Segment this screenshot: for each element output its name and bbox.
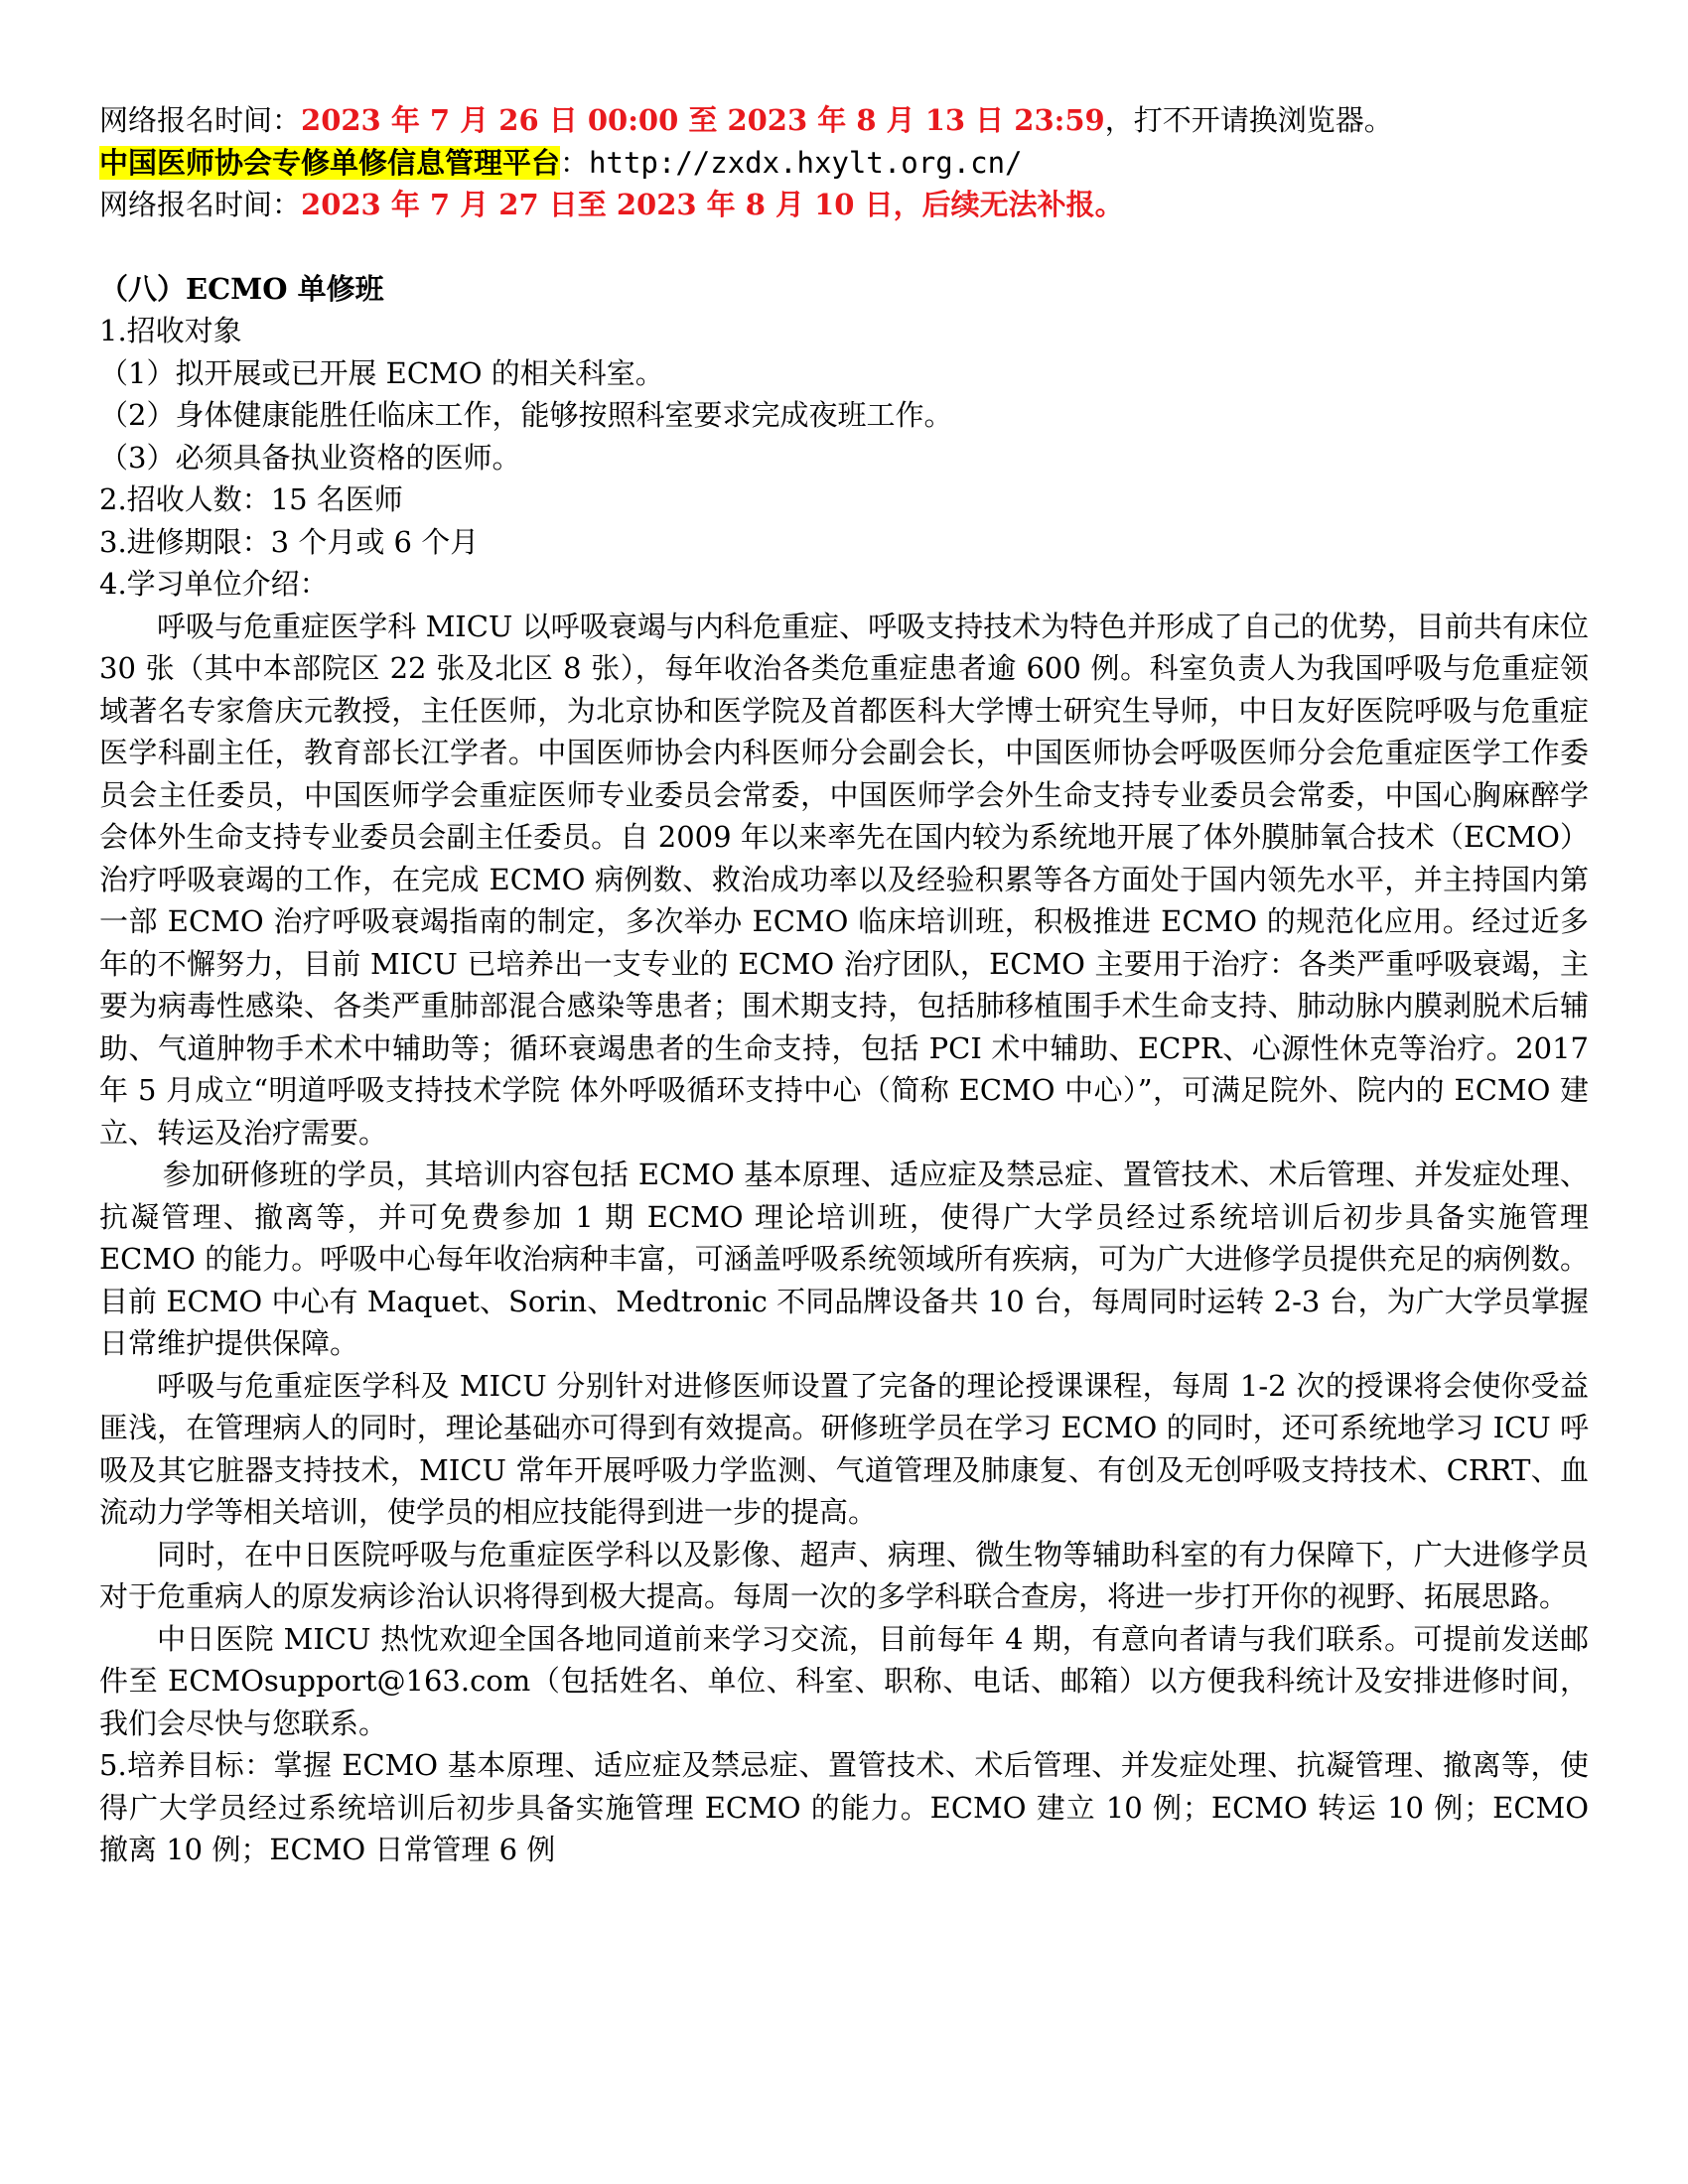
registration-time-1: 2023 年 7 月 26 日 00:00 至 2023 年 8 月 13 日 23:59 <box>301 103 1105 137</box>
registration-time-line-1 <box>99 99 1589 142</box>
intro-paragraph: 呼吸与危重症医学科 MICU 以呼吸衰竭与内科危重症、呼吸支持技术为特色并形成了自己的优势，目前共有床位 30 张（其中本部院区 22 张及北区 8 张），每年收治各类危重症患者逾 600 例。科室负责人为我国呼吸与危重症领域著名专家詹庆元教授，主任医师，为北京协和医学院及首都医科大学博士研究生导师，中日友好医院呼吸与危重症医学科副主任，教育部长江学者。中国医师协会内科医师分会副会长，中国医师协会呼吸医师分会危重症医学工作委员会主任委员，中国医师学会重症医师专业委员会常委，中国医师学会外生命支持专业委员会常委，中国心胸麻醉学会体外生命支持专业委员会副主任委员。自 2009 年以来率先在国内较为系统地开展了体外膜肺氧合技术（ECMO）治疗呼吸衰竭的工作，在完成 ECMO 病例数、救治成功率以及经验积累等各方面处于国内领先水平，并主持国内第一部 ECMO 治疗呼吸衰竭指南的制定，多次举办 ECMO 临床培训班，积极推进 ECMO 的规范化应用。经过近多年的不懈努力，目前 MICU 已培养出一支专业的 ECMO 治疗团队，ECMO 主要用于治疗：各类严重呼吸衰竭，主要为病毒性感染、各类严重肺部混合感染等患者；围术期支持，包括肺移植围手术生命支持、肺动脉内膜剥脱术后辅助、气道肿物手术术中辅助等；循环衰竭患者的生命支持，包括 PCI 术中辅助、ECPR、心源性休克等治疗。2017 年 5 月成立“明道呼吸支持技术学院 体外呼吸循环支持中心（简称 ECMO 中心）”，可满足院外、院内的 ECMO 建立、转运及治疗需要。 <box>99 609 1589 1150</box>
recruit-count: 2.招收人数：15 名医师 <box>99 482 403 516</box>
recruit-item: （1）拟开展或已开展 ECMO 的相关科室。 <box>99 355 664 390</box>
registration-note-1: ，打不开请换浏览器。 <box>1104 103 1393 137</box>
intro-paragraph: 中日医院 MICU 热忱欢迎全国各地同道前来学习交流，目前每年 4 期，有意向者请与我们联系。可提前发送邮件至 ECMOsupport@163.com（包括姓名、单位、科室、职称、电话、邮箱）以方便我科统计及安排进修时间，我们会尽快与您联系。 <box>99 1621 1589 1740</box>
registration-time-2: 2023 年 7 月 27 日至 2023 年 8 月 10 日，后续无法补报。 <box>301 188 1124 221</box>
recruit-item: （2）身体健康能胜任临床工作，能够按照科室要求完成夜班工作。 <box>99 398 953 432</box>
registration-time-line-2 <box>99 184 1589 226</box>
document-page <box>99 99 1589 1871</box>
training-goal: 5.培养目标：掌握 ECMO 基本原理、适应症及禁忌症、置管技术、术后管理、并发症处理、抗凝管理、撤离等，使得广大学员经过系统培训后初步具备实施管理 ECMO 的能力。ECMO 建立 10 例；ECMO 转运 10 例；ECMO 撤离 10 例；ECMO 日常管理 6 例 <box>99 1748 1589 1866</box>
registration-label-2: 网络报名时间： <box>99 188 302 221</box>
section-title: （八）ECMO 单修班 <box>99 271 384 306</box>
registration-label-1: 网络报名时间： <box>99 103 302 137</box>
platform-name: 中国医师协会专修单修信息管理平台 <box>99 145 561 180</box>
study-period: 3.进修期限：3 个月或 6 个月 <box>99 524 480 559</box>
recruit-title: 1.招收对象 <box>99 314 242 347</box>
platform-line <box>99 142 1589 185</box>
intro-paragraph: 参加研修班的学员，其培训内容包括 ECMO 基本原理、适应症及禁忌症、置管技术、术后管理、并发症处理、抗凝管理、撤离等，并可免费参加 1 期 ECMO 理论培训班，使得广大学员经过系统培训后初步具备实施管理 ECMO 的能力。呼吸中心每年收治病种丰富，可涵盖呼吸系统领域所有疾病，可为广大进修学员提供充足的病例数。目前 ECMO 中心有 Maquet、Sorin、Medtronic 不同品牌设备共 10 台，每周同时运转 2-3 台，为广大学员掌握日常维护提供保障。 <box>99 1158 1589 1360</box>
intro-paragraph: 呼吸与危重症医学科及 MICU 分别针对进修医师设置了完备的理论授课课程，每周 1-2 次的授课将会使你受益匪浅，在管理病人的同时，理论基础亦可得到有效提高。研修班学员在学习 ECMO 的同时，还可系统地学习 ICU 呼吸及其它脏器支持技术，MICU 常年开展呼吸力学监测、气道管理及肺康复、有创及无创呼吸支持技术、CRRT、血流动力学等相关培训，使学员的相应技能得到进一步的提高。 <box>99 1368 1589 1529</box>
unit-intro-title: 4.学习单位介绍： <box>99 567 329 601</box>
platform-separator: ： <box>560 145 590 180</box>
intro-paragraph: 同时，在中日医院呼吸与危重症医学科以及影像、超声、病理、微生物等辅助科室的有力保障下，广大进修学员对于危重病人的原发病诊治认识将得到极大提高。每周一次的多学科联合查房，将进一步打开你的视野、拓展思路。 <box>99 1537 1589 1613</box>
recruit-item: （3）必须具备执业资格的医师。 <box>99 440 521 475</box>
platform-url-link[interactable]: http://zxdx.hxylt.org.cn/ <box>589 145 1023 180</box>
